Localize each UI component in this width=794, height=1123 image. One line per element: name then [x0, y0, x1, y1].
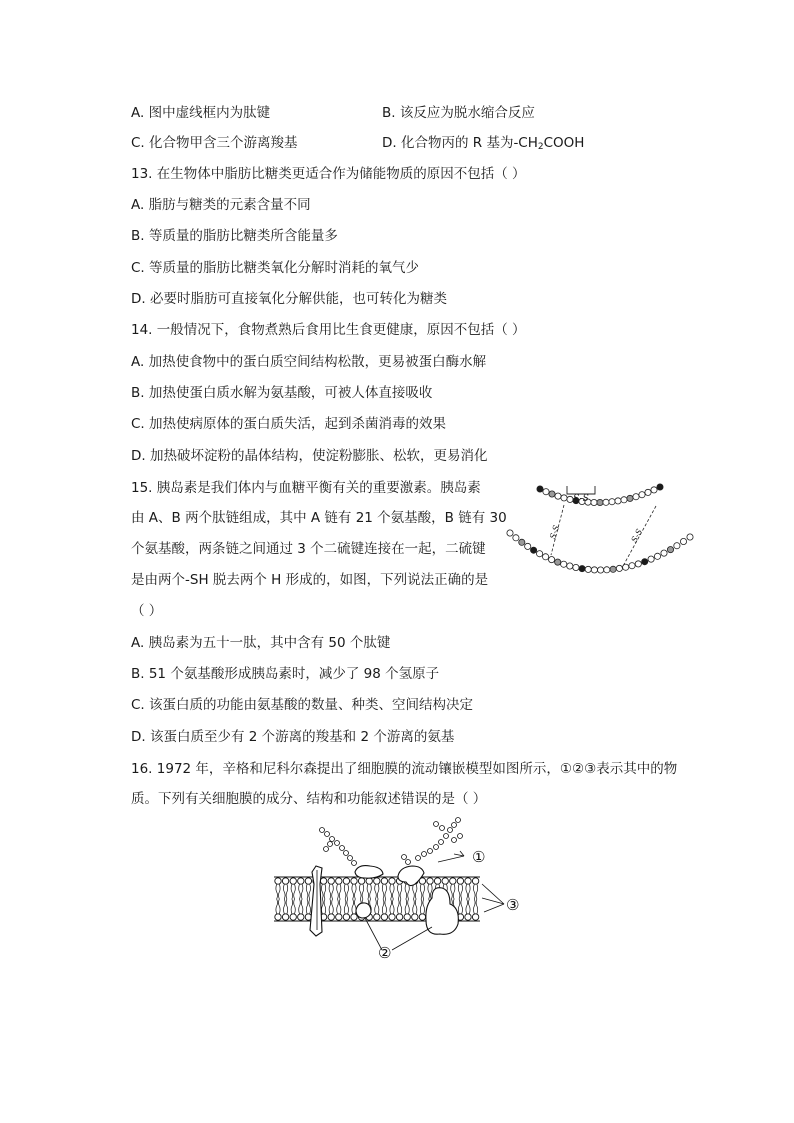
leader-lines-1 [438, 851, 464, 862]
label-circled-1: ① [472, 848, 486, 866]
sugar-bead [348, 856, 353, 861]
surface-protein-top-left [355, 866, 383, 879]
q13-option-c: C. 等质量的脂肪比糖类氧化分解时消耗的氧气少 [131, 260, 420, 276]
amino-acid-bead [507, 530, 513, 536]
sugar-bead [325, 832, 330, 837]
q12-option-d: D. 化合物丙的 R 基为$-CH_2COOH$ [382, 135, 585, 152]
insulin-figure [500, 475, 700, 585]
q12-option-b: B. 该反应为脱水缩合反应 [382, 105, 535, 121]
amino-acid-bead [561, 561, 567, 567]
disulfide-label-right: S-S [629, 527, 645, 545]
q15-option-a: A. 胰岛素为五十一肽，其中含有 50 个肽键 [131, 635, 391, 651]
q15-option-d: D. 该蛋白质至少有 2 个游离的羧基和 2 个游离的氨基 [131, 729, 455, 745]
amino-acid-bead [525, 543, 531, 549]
q13-option-d: D. 必要时脂肪可直接氧化分解供能，也可转化为糖类 [131, 291, 447, 307]
q14-option-c: C. 加热使病原体的蛋白质失活，起到杀菌消毒的效果 [131, 416, 447, 432]
q15-option-c: C. 该蛋白质的功能由氨基酸的数量、种类、空间结构决定 [131, 697, 474, 713]
amino-acid-bead [591, 499, 597, 505]
amino-acid-bead [654, 553, 660, 559]
amino-acid-bead [555, 493, 561, 499]
q15-stem-line2: 由 A、B 两个肽链组成，其中 A 链有 21 个氨基酸，B 链有 30 [131, 510, 507, 526]
sugar-bead [458, 834, 463, 839]
label-circled-2: ② [378, 944, 392, 962]
amino-acid-bead [642, 559, 648, 565]
amino-acid-bead [555, 559, 561, 565]
sugar-bead [344, 851, 349, 856]
sugar-bead [406, 860, 411, 865]
amino-acid-bead [661, 550, 667, 556]
amino-acid-bead [591, 567, 597, 573]
insulin-chain-b [507, 530, 693, 573]
amino-acid-bead [549, 491, 555, 497]
amino-acid-bead [513, 535, 519, 541]
amino-acid-bead [537, 551, 543, 557]
q15-stem-line1: 15. 胰岛素是我们体内与血糖平衡有关的重要激素。胰岛素 [131, 480, 481, 496]
amino-acid-bead [687, 534, 693, 540]
sugar-bead [340, 846, 345, 851]
sugar-bead [434, 822, 439, 827]
glycoprotein-chains [320, 818, 463, 866]
disulfide-label-left: S-S [548, 524, 562, 541]
sugar-bead [416, 856, 421, 861]
label-circled-3: ③ [506, 896, 520, 914]
q16-stem-line2: 质。下列有关细胞膜的成分、结构和功能叙述错误的是（ ） [131, 791, 487, 807]
sugar-bead [402, 855, 407, 860]
amino-acid-bead [519, 539, 525, 545]
q15-stem-line5: （ ） [131, 603, 163, 619]
amino-acid-bead [531, 547, 537, 553]
q15-option-b: B. 51 个氨基酸形成胰岛素时，减少了 98 个氢原子 [131, 666, 440, 682]
sugar-bead [335, 841, 340, 846]
leader-lines-3 [482, 884, 504, 912]
amino-acid-bead [603, 499, 609, 505]
amino-acid-bead [629, 563, 635, 569]
amino-acid-bead [657, 484, 663, 490]
peripheral-protein-small [356, 903, 371, 918]
q15-stem-line4: 是由两个-SH 脱去两个 H 形成的，如图，下列说法正确的是 [131, 572, 489, 588]
leader-lines-2 [365, 918, 432, 950]
amino-acid-bead [680, 538, 686, 544]
amino-acid-bead [585, 566, 591, 572]
amino-acid-bead [609, 499, 615, 505]
amino-acid-bead [567, 563, 573, 569]
q14-option-a: A. 加热使食物中的蛋白质空间结构松散，更易被蛋白酶水解 [131, 354, 487, 370]
q16-stem-line1: 16. 1972 年，辛格和尼科尔森提出了细胞膜的流动镶嵌模型如图所示，①②③表示其中的物 [131, 761, 678, 777]
sugar-bead [422, 852, 427, 857]
amino-acid-bead [615, 498, 621, 504]
amino-acid-bead [639, 492, 645, 498]
sugar-bead [328, 842, 333, 847]
q13-option-b: B. 等质量的脂肪比糖类所含能量多 [131, 228, 338, 244]
transmembrane-protein-left [310, 866, 322, 936]
amino-acid-bead [674, 543, 680, 549]
q15-stem-line3: 个氨基酸，两条链之间通过 3 个二硫键连接在一起，二硫键 [131, 541, 486, 557]
amino-acid-bead [543, 489, 549, 495]
q13-stem: 13. 在生物体中脂肪比糖类更适合作为储能物质的原因不包括（ ） [131, 166, 526, 182]
amino-acid-bead [549, 557, 555, 563]
sugar-bead [456, 818, 461, 823]
disulfide-label-top: S-S [573, 494, 589, 504]
insulin-chain-a [537, 484, 663, 506]
amino-acid-bead [598, 567, 604, 573]
amino-acid-bead [633, 494, 639, 500]
q14-stem: 14. 一般情况下，食物煮熟后食用比生食更健康，原因不包括（ ） [131, 322, 526, 338]
sugar-bead [428, 849, 433, 854]
amino-acid-bead [537, 486, 543, 492]
amino-acid-bead [573, 564, 579, 570]
amino-acid-bead [610, 566, 616, 572]
amino-acid-bead [616, 565, 622, 571]
amino-acid-bead [621, 497, 627, 503]
sugar-bead [324, 847, 329, 852]
disulfide-bond-bracket [567, 486, 595, 494]
sugar-bead [434, 845, 439, 850]
q14-option-d: D. 加热破坏淀粉的晶体结构，使淀粉膨胀、松软，更易消化 [131, 448, 488, 464]
amino-acid-bead [604, 567, 610, 573]
q12-option-a: A. 图中虚线框内为肽键 [131, 105, 271, 121]
amino-acid-bead [597, 499, 603, 505]
amino-acid-bead [543, 554, 549, 560]
amino-acid-bead [667, 547, 673, 553]
amino-acid-bead [645, 489, 651, 495]
sugar-bead [444, 834, 449, 839]
sugar-bead [320, 828, 325, 833]
sugar-bead [452, 823, 457, 828]
q14-option-b: B. 加热使蛋白质水解为氨基酸，可被人体直接吸收 [131, 385, 433, 401]
amino-acid-bead [627, 495, 633, 501]
sugar-bead [452, 838, 457, 843]
sugar-bead [439, 840, 444, 845]
amino-acid-bead [561, 495, 567, 501]
sugar-bead [330, 837, 335, 842]
sugar-bead [448, 828, 453, 833]
amino-acid-bead [651, 487, 657, 493]
sugar-bead [352, 861, 357, 866]
cell-membrane-figure [270, 812, 530, 967]
amino-acid-bead [579, 566, 585, 572]
sugar-bead [440, 826, 445, 831]
q13-option-a: A. 脂肪与糖类的元素含量不同 [131, 197, 311, 213]
amino-acid-bead [648, 556, 654, 562]
q12-option-c: C. 化合物甲含三个游离羧基 [131, 135, 298, 151]
amino-acid-bead [635, 561, 641, 567]
